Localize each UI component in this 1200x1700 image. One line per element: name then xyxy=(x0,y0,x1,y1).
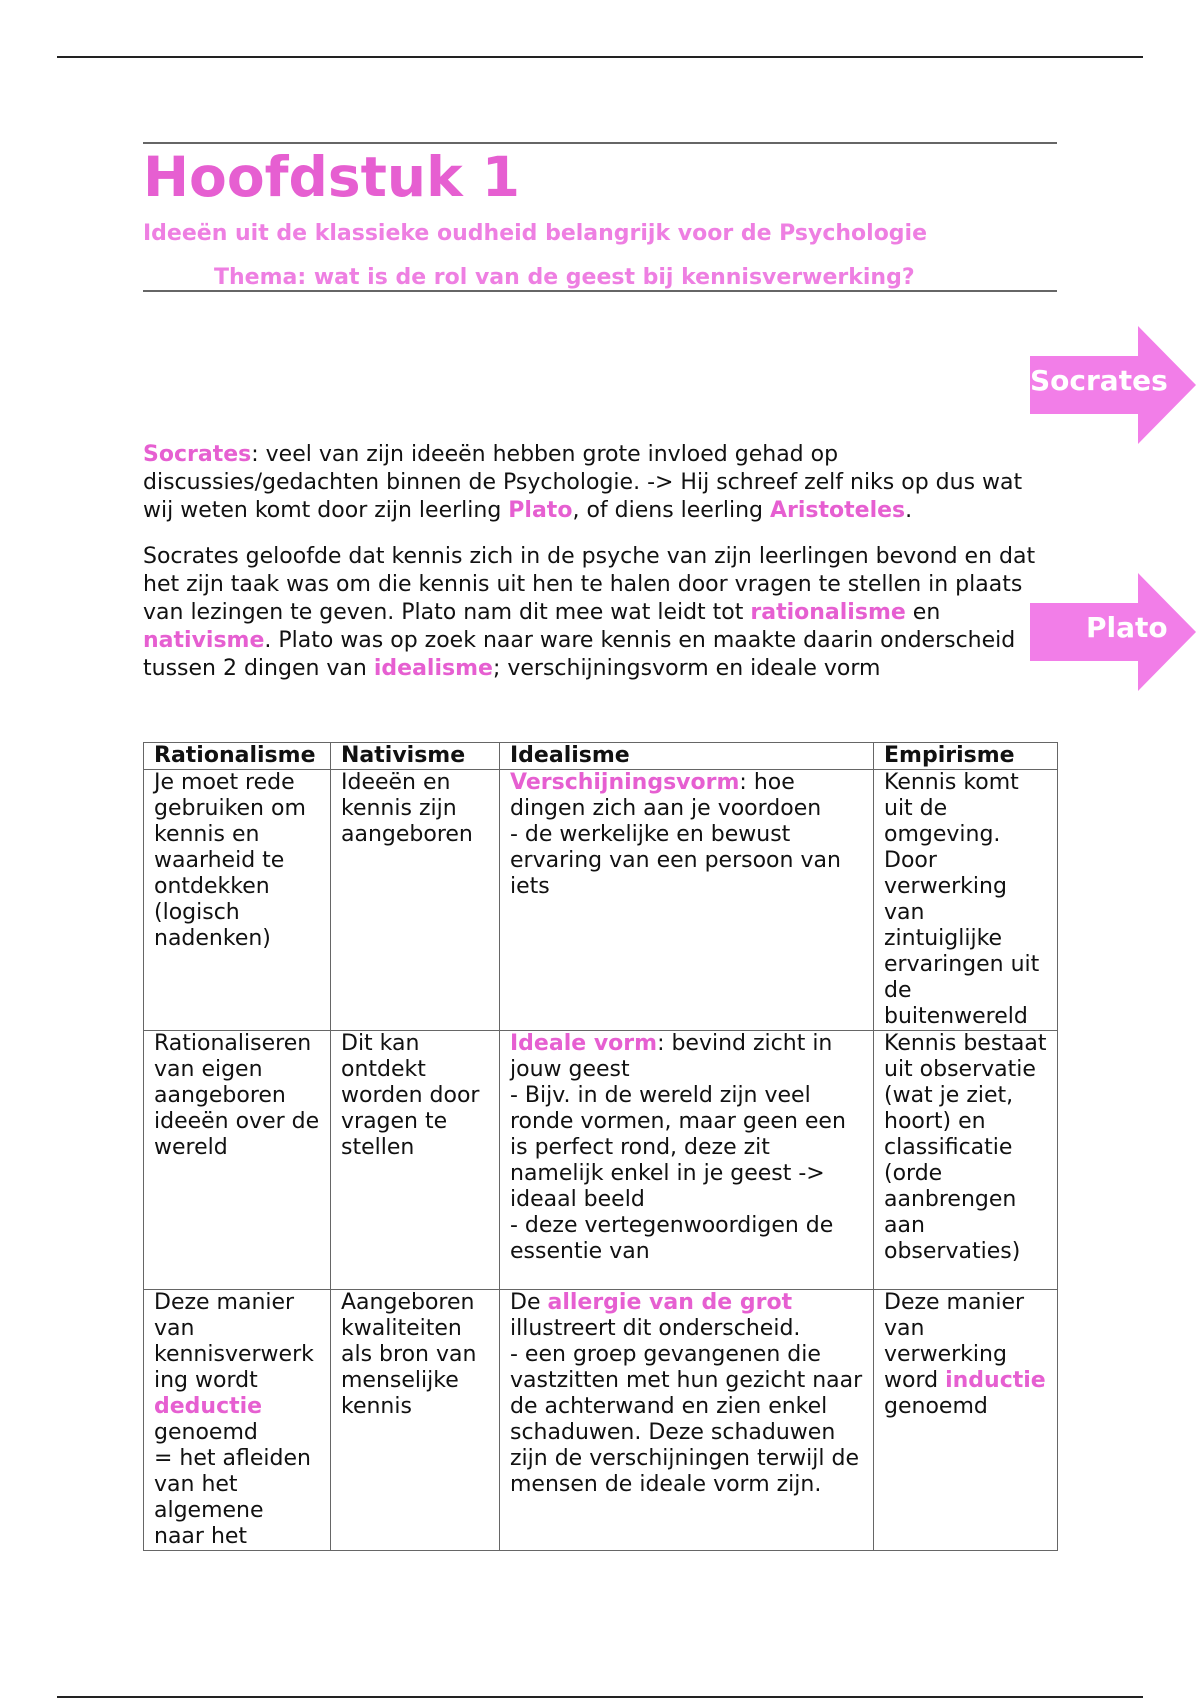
term-idealisme: idealisme xyxy=(373,656,493,681)
term-nativisme: nativisme xyxy=(143,628,265,653)
cell-text: Deze manier van kennisverwerk ing wordt xyxy=(154,1290,314,1393)
cell-text: genoemd xyxy=(154,1420,258,1445)
term-plato: Plato xyxy=(508,498,573,523)
table-cell: Dit kan ontdekt worden door vragen te stellen xyxy=(331,1031,500,1290)
table-cell xyxy=(874,1290,1058,1551)
para-text: Socrates geloofde dat kennis zich in de psyche van zijn leerlingen bevond en dat het zijn taak was om die kennis uit hen te halen door vragen te stellen in plaats van lezingen te geven. Plato nam dit mee wat leidt tot xyxy=(143,544,1036,625)
socrates-paragraph xyxy=(143,441,1058,525)
title-bottom-line xyxy=(143,290,1057,292)
title-top-line xyxy=(143,142,1057,144)
table-row xyxy=(144,770,1058,1031)
socrates-arrow xyxy=(1030,326,1200,446)
header-rationalisme: Rationalisme xyxy=(144,743,331,770)
term-inductie: inductie xyxy=(945,1368,1046,1393)
table-row xyxy=(144,1290,1058,1551)
page-title: Hoofdstuk 1 xyxy=(143,145,521,209)
page-top-rule xyxy=(57,56,1143,58)
para-text: ; verschijningsvorm en ideale vorm xyxy=(492,656,881,681)
header-nativisme: Nativisme xyxy=(331,743,500,770)
page-bottom-rule xyxy=(57,1696,1143,1698)
para-text: : veel van zijn ideeën hebben grote invloed gehad op discussies/gedachten binnen de Psychologie. -> Hij schreef zelf niks op dus wat wij weten komt door zijn leerling xyxy=(143,442,1023,523)
cell-text: = het afleiden van het algemene naar het xyxy=(154,1446,311,1549)
page-theme: Thema: wat is de rol van de geest bij kennisverwerking? xyxy=(214,265,915,290)
cell-text: Deze manier van verwerking word xyxy=(884,1290,1025,1393)
table-cell xyxy=(144,1290,331,1551)
table-cell: Aangeboren kwaliteiten als bron van menselijke kennis xyxy=(331,1290,500,1551)
cell-text: illustreert dit onderscheid. xyxy=(510,1316,801,1341)
plato-arrow-label: Plato xyxy=(1086,611,1168,644)
para-text: , of diens leerling xyxy=(572,498,771,523)
cell-text: - de werkelijke en bewust ervaring van een persoon van iets xyxy=(510,822,841,899)
para-text: . xyxy=(905,498,913,523)
cell-text: : hoe dingen zich aan je voordoen xyxy=(510,770,822,821)
term-rationalisme: rationalisme xyxy=(750,600,906,625)
header-idealisme: Idealisme xyxy=(500,743,874,770)
socrates-arrow-label: Socrates xyxy=(1030,364,1168,397)
table-cell: Kennis bestaat uit observatie (wat je ziet, hoort) en classificatie (orde aanbrengen aan observaties) xyxy=(874,1031,1058,1290)
cell-text: - een groep gevangenen die vastzitten met hun gezicht naar de achterwand en zien enkel schaduwen. Deze schaduwen zijn de verschijningen terwijl de mensen de ideale vorm zijn. xyxy=(510,1342,863,1497)
term-verschijningsvorm: Verschijningsvorm xyxy=(510,770,740,795)
cell-text: - deze vertegenwoordigen de essentie van xyxy=(510,1213,834,1264)
term-socrates: Socrates xyxy=(143,442,252,467)
table-cell xyxy=(500,1031,874,1290)
table-row xyxy=(144,1031,1058,1290)
page-subtitle: Ideeën uit de klassieke oudheid belangrijk voor de Psychologie xyxy=(143,221,928,246)
term-ideale-vorm: Ideale vorm xyxy=(510,1031,658,1056)
table-cell xyxy=(500,770,874,1031)
term-allergie-van-de-grot: allergie van de grot xyxy=(547,1290,793,1315)
concepts-table xyxy=(143,742,1058,1551)
para-text: en xyxy=(905,600,941,625)
cell-text: De xyxy=(510,1290,548,1315)
term-deductie: deductie xyxy=(154,1394,263,1419)
para-text: . Plato was op zoek naar ware kennis en maakte daarin onderscheid tussen 2 dingen van xyxy=(143,628,1016,681)
term-aristoteles: Aristoteles xyxy=(770,498,906,523)
table-cell: Ideeën en kennis zijn aangeboren xyxy=(331,770,500,1031)
cell-text: genoemd xyxy=(884,1394,988,1419)
table-cell: Rationaliseren van eigen aangeboren ideeën over de wereld xyxy=(144,1031,331,1290)
header-empirisme: Empirisme xyxy=(874,743,1058,770)
cell-text: - Bijv. in de wereld zijn veel ronde vormen, maar geen een is perfect rond, deze zit namelijk enkel in je geest -> ideaal beeld xyxy=(510,1083,846,1212)
table-cell: Je moet rede gebruiken om kennis en waarheid te ontdekken (logisch nadenken) xyxy=(144,770,331,1031)
table-cell: Kennis komt uit de omgeving. Door verwerking van zintuiglijke ervaringen uit de buitenwereld xyxy=(874,770,1058,1031)
table-header-row xyxy=(144,743,1058,770)
table-cell xyxy=(500,1290,874,1551)
cell-text: : bevind zicht in jouw geest xyxy=(510,1031,833,1082)
plato-paragraph xyxy=(143,543,1058,683)
